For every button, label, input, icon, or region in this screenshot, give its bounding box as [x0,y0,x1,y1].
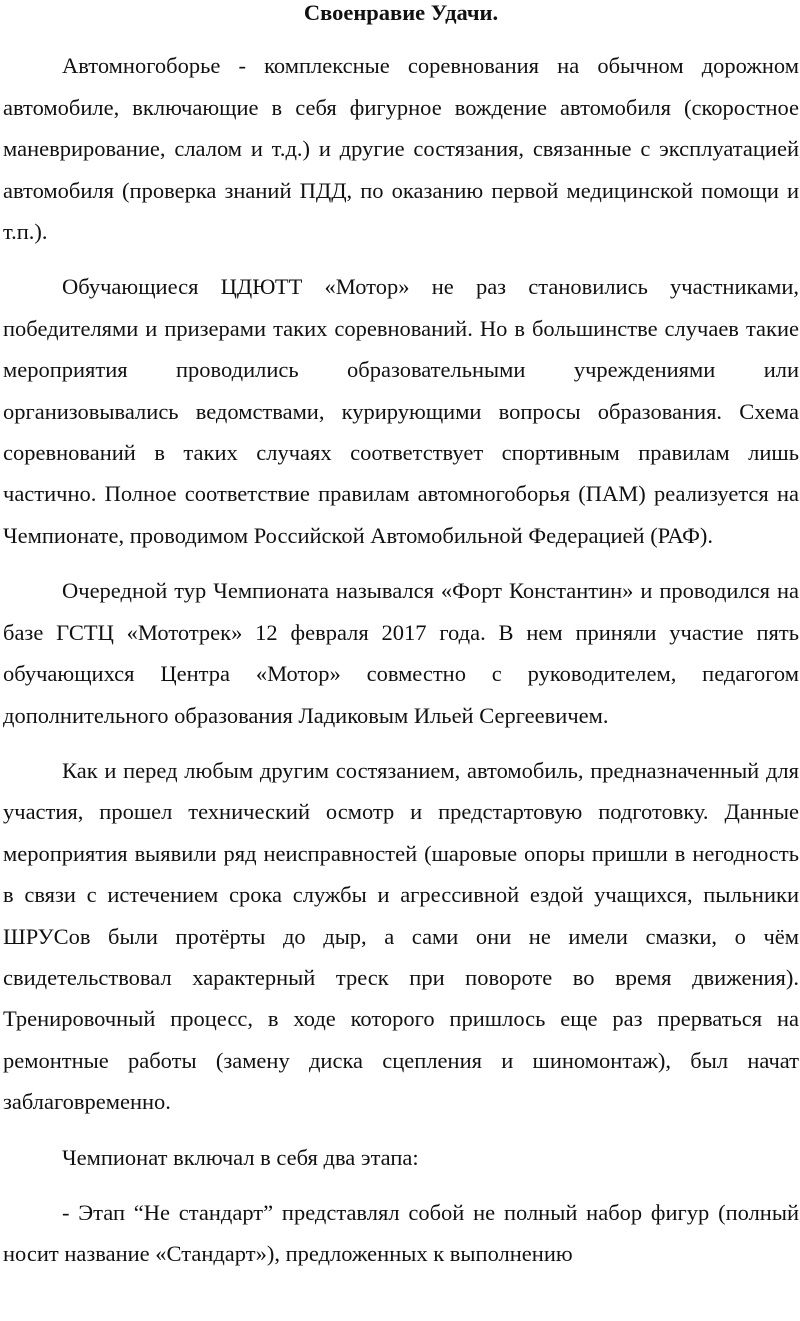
paragraph-championship-tour: Очередной тур Чемпионата назывался «Форт Константин» и проводился на базе ГСТЦ «Мототрек» 12 февраля 2017 года. В нем приняли участие пять обучающихся Центра «Мотор» совместно с руководителем, педагогом дополнительного образования Ладиковым Ильей Сергеевичем. [3,578,799,728]
paragraph-stages-intro: Чемпионат включал в себя два этапа: [62,1144,419,1170]
paragraph-intro: Автомногоборье - комплексные соревнования на обычном дорожном автомобиле, включающие в себя фигурное вождение автомобиля (скоростное маневрирование, слалом и т.д.) и другие состязания, связанные с эксплуатацией автомобиля (проверка знаний ПДД, по оказанию первой медицинской помощи и т.п.). [3,53,799,245]
document-title: Своенравие Удачи. [303,0,499,25]
paragraph-preparation: Как и перед любым другим состязанием, автомобиль, предназначенный для участия, прошел технический осмотр и предстартовую подготовку. Данные мероприятия выявили ряд неисправностей (шаровые опоры пришли в негодность в связи с истечением срока службы и агрессивной ездой учащихся, пыльники ШРУСов были протёрты до дыр, а сами они не имели смазки, о чём свидетельствовал характерный треск при повороте во время движения). Тренировочный процесс, в ходе которого пришлось еще раз прерваться на ремонтные работы (замену диска сцепления и шиномонтаж), был начат заблаговременно. [3,757,799,1115]
paragraph-participants: Обучающиеся ЦДЮТТ «Мотор» не раз становились участниками, победителями и призерами таких соревнований. Но в большинстве случаев такие мероприятия проводились образовательными учреждениями или организовывались ведомствами, курирующими вопросы образования. Схема соревнований в таких случаях соответствует спортивным правилам лишь частично. Полное соответствие правилам автомногоборья (ПАМ) реализуется на Чемпионате, проводимом Российской Автомобильной Федерацией (РАФ). [3,274,799,548]
paragraph-stage-non-standard: - Этап “Не стандарт” представлял собой не полный набор фигур (полный носит название «Стандарт»), предложенных к выполнению [3,1199,799,1267]
